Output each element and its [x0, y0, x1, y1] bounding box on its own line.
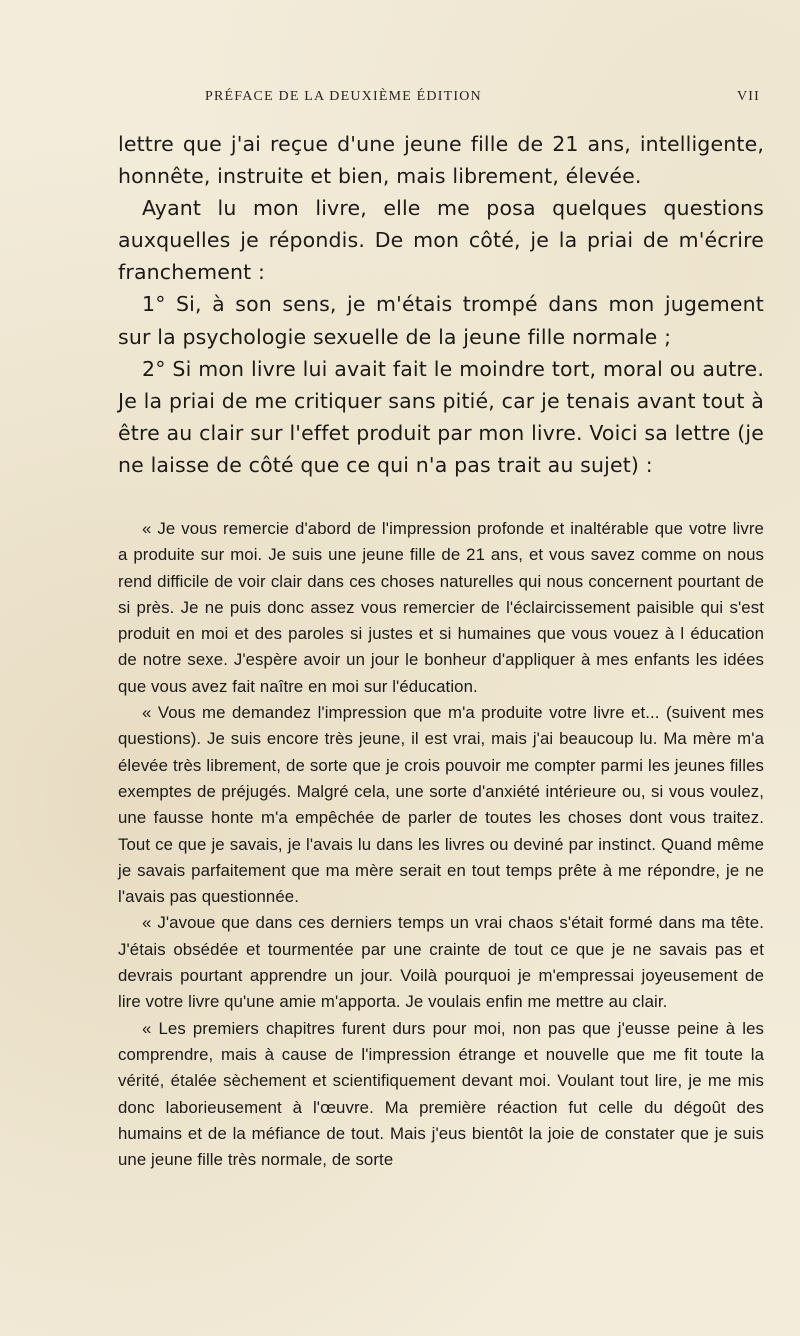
main-text-block — [118, 128, 764, 481]
main-paragraph: lettre que j'ai reçue d'une jeune fille de 21 ans, intelligente, honnête, instruite et bien, mais librement, élevée. — [118, 132, 764, 189]
running-header-title: PRÉFACE DE LA DEUXIÈME ÉDITION — [205, 89, 482, 104]
quote-paragraph: « Je vous remercie d'abord de l'impression profonde et inaltérable que votre livre a produite sur moi. Je suis une jeune fille de 21 ans, et vous savez comme on nous rend difficile de voir clair dans ces choses naturelles qui nous concernent pourtant de si près. Je ne puis donc assez vous remercier de l'éclaircissement paisible qui s'est produit en moi et des paroles si justes et si humaines que vous vouez à l éducation de notre sexe. J'espère avoir un jour le bonheur d'appliquer à mes enfants les idées que vous avez fait naître en moi sur l'éducation. — [118, 519, 764, 696]
main-paragraph: 2° Si mon livre lui avait fait le moindre tort, moral ou autre. Je la priai de me critiquer sans pitié, car je tenais avant tout à être au clair sur l'effet produit par mon livre. Voici sa lettre (je ne laisse de côté que ce qui n'a pas trait au sujet) : — [118, 356, 764, 477]
quoted-letter — [118, 516, 764, 1173]
main-paragraph: Ayant lu mon livre, elle me posa quelques questions auxquelles je répondis. De mon côté, je la priai de m'écrire franchement : — [118, 196, 764, 285]
running-header — [205, 89, 760, 109]
main-paragraph: 1° Si, à son sens, je m'étais trompé dans mon jugement sur la psychologie sexuelle de la jeune fille normale ; — [118, 292, 764, 349]
page-number: VII — [736, 89, 760, 104]
quote-paragraph: « Vous me demandez l'impression que m'a produite votre livre et... (suivent mes questions). Je suis encore très jeune, il est vrai, mais j'ai beaucoup lu. Ma mère m'a élevée très librement, de sorte que je crois pouvoir me compter parmi les jeunes filles exemptes de préjugés. Malgré cela, une sorte d'anxiété intérieure ou, si vous voulez, une fausse honte m'a empêchée de parler de toutes les choses dont vous traitez. Tout ce que je savais, je l'avais lu dans les livres ou deviné par instinct. Quand même je savais parfaitement que ma mère serait en tout temps prête à me répondre, je ne l'avais pas questionnée. — [118, 703, 764, 907]
quote-paragraph: « Les premiers chapitres furent durs pour moi, non pas que j'eusse peine à les comprendre, mais à cause de l'impression étrange et nouvelle que me fit toute la vérité, étalée sèchement et scientifiquement devant moi. Voulant tout lire, je me mis donc laborieusement à l'œuvre. Ma première réaction fut celle du dégoût des humains et de la méfiance de tout. Mais j'eus bientôt la joie de constater que je suis une jeune fille très normale, de sorte — [118, 1018, 764, 1170]
quote-paragraph: « J'avoue que dans ces derniers temps un vrai chaos s'était formé dans ma tête. J'étais obsédée et tourmentée par une crainte de tout ce que je ne savais pas et devrais pourtant apprendre un jour. Voilà pourquoi je m'empressai joyeusement de lire votre livre qu'une amie m'apporta. Je voulais enfin me mettre au clair. — [118, 913, 764, 1012]
